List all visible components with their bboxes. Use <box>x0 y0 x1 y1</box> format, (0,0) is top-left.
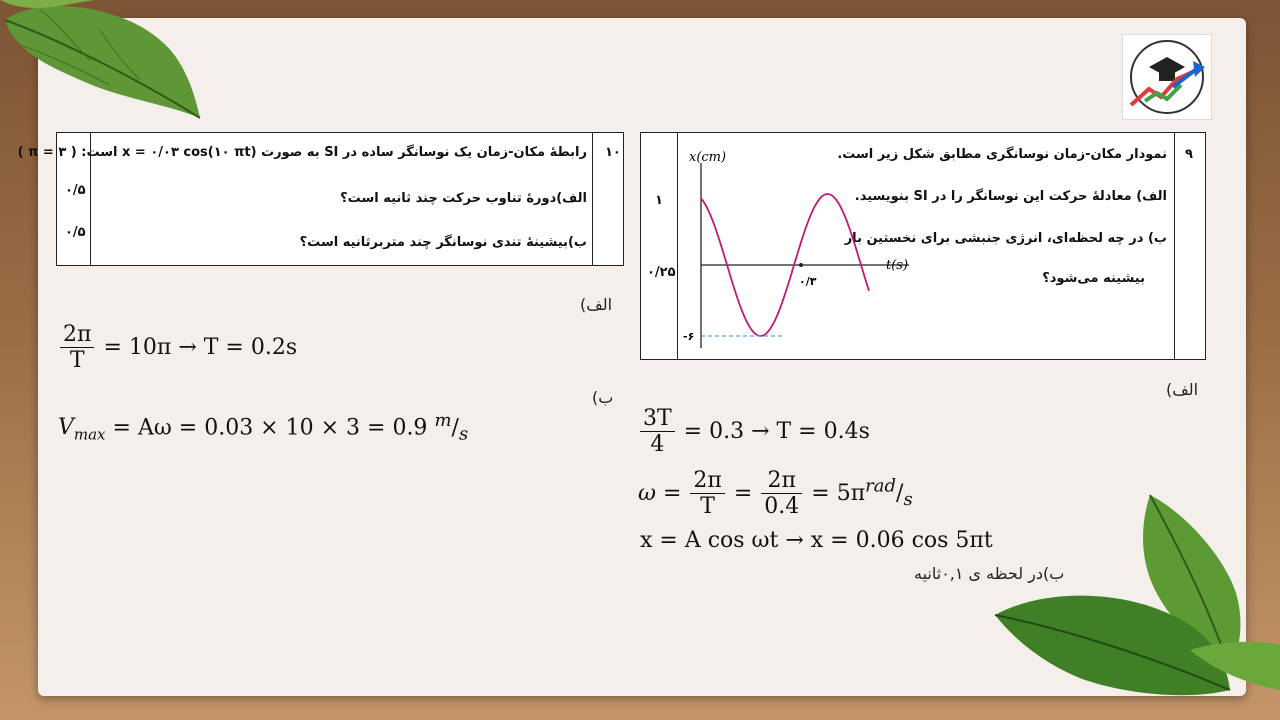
y-tick-label: -۶ <box>683 330 695 343</box>
question-text-line: نمودار مکان-زمان نوسانگری مطابق شکل زیر است. <box>837 147 1167 162</box>
equation-text: = 5π <box>811 480 866 506</box>
number-column-divider <box>592 133 593 265</box>
equation-text: = 0.3 → T = 0.4s <box>683 418 870 444</box>
leaf-decoration-top-left <box>0 0 210 125</box>
score-part-b: ۰/۵ <box>65 225 86 240</box>
fraction-numerator: 2π <box>60 322 94 348</box>
equation-vmax: $V_{max} = A\omega = 0.03 \times 10 \times 3 = 0.9$ $^m/_s$ <box>58 410 469 445</box>
number-column-divider <box>1174 133 1175 359</box>
question-text-line: رابطهٔ مکان-زمان یک نوسانگر ساده در SI به صورت x = ۰/۰۳ cos(۱۰ πt) است: ( π = ۳ ) <box>17 145 587 160</box>
question-10-box <box>17 132 624 266</box>
fraction <box>640 406 675 458</box>
question-part-b: ب)بیشینهٔ تندی نوسانگر چند متربرثانیه است؟ <box>299 235 587 250</box>
answer-label-a: الف) <box>580 295 613 314</box>
equation-text: = 10π → T = 0.2s <box>103 334 298 360</box>
answer-label-b: ب) <box>592 388 614 407</box>
logo-emblem-icon <box>1123 35 1211 119</box>
question-number: ۱۰ <box>605 145 621 160</box>
leaf-decoration-bottom-right <box>990 490 1280 720</box>
question-9-box <box>640 132 1206 360</box>
x-axis-label: t(s) <box>886 258 909 273</box>
question-part-a: الف) معادلهٔ حرکت این نوسانگر را در SI بنویسید. <box>854 189 1167 204</box>
answer-label-a-right: الف) <box>1166 380 1199 399</box>
fraction <box>60 322 94 374</box>
vmax-symbol: $V_{max}$ <box>58 415 106 444</box>
score-column-divider <box>677 133 678 359</box>
logo <box>1122 34 1212 120</box>
x-tick-label: ۰/۳ <box>799 275 817 288</box>
equation-omega: ω = $\frac{2\pi}{T}$ = $\frac{2\pi}{0.4}$ = $5\pi^{rad}/_s$ <box>638 468 913 520</box>
fraction-denominator: T <box>69 348 85 374</box>
fraction-numerator: 3T <box>640 406 675 432</box>
fraction-denominator: T <box>700 494 715 520</box>
answer-label-b-right: ب)در لحظه ی ۰,۱ثانیه <box>914 564 1065 583</box>
fraction <box>761 468 802 520</box>
fraction-denominator: 0.4 <box>764 494 800 520</box>
fraction-denominator: 4 <box>650 432 665 458</box>
equation-motion: x = A cos ωt → x = 0.06 cos 5πt <box>640 528 993 553</box>
unit-numerator: m <box>434 410 452 431</box>
equation-text: = Aω = 0.03 × 10 × 3 = 0.9 <box>112 415 428 441</box>
score-part-b: ۰/۲۵ <box>647 265 676 280</box>
equation-quarter-period <box>638 406 870 458</box>
fraction <box>690 468 724 520</box>
equation-period <box>58 322 297 374</box>
score-part-a: ۰/۵ <box>65 183 86 198</box>
position-time-graph <box>681 143 921 353</box>
omega-symbol: ω <box>638 480 656 506</box>
question-part-b: ب) در چه لحظه‌ای، انرژی جنبشی برای نخستین بار <box>844 231 1167 246</box>
question-part-b-continued: بیشینه می‌شود؟ <box>1042 271 1145 286</box>
question-number: ۹ <box>1185 147 1193 162</box>
fraction-numerator: 2π <box>761 468 802 494</box>
unit-numerator: rad <box>865 475 897 497</box>
question-part-a: الف)دورهٔ تناوب حرکت چند ثانیه است؟ <box>340 191 587 206</box>
x-tick-dot <box>799 263 803 267</box>
score-part-a: ۱ <box>655 193 663 208</box>
unit-denominator: s <box>458 423 469 445</box>
unit-denominator: s <box>903 489 913 511</box>
fraction-numerator: 2π <box>690 468 724 494</box>
y-axis-label: x(cm) <box>689 150 727 165</box>
